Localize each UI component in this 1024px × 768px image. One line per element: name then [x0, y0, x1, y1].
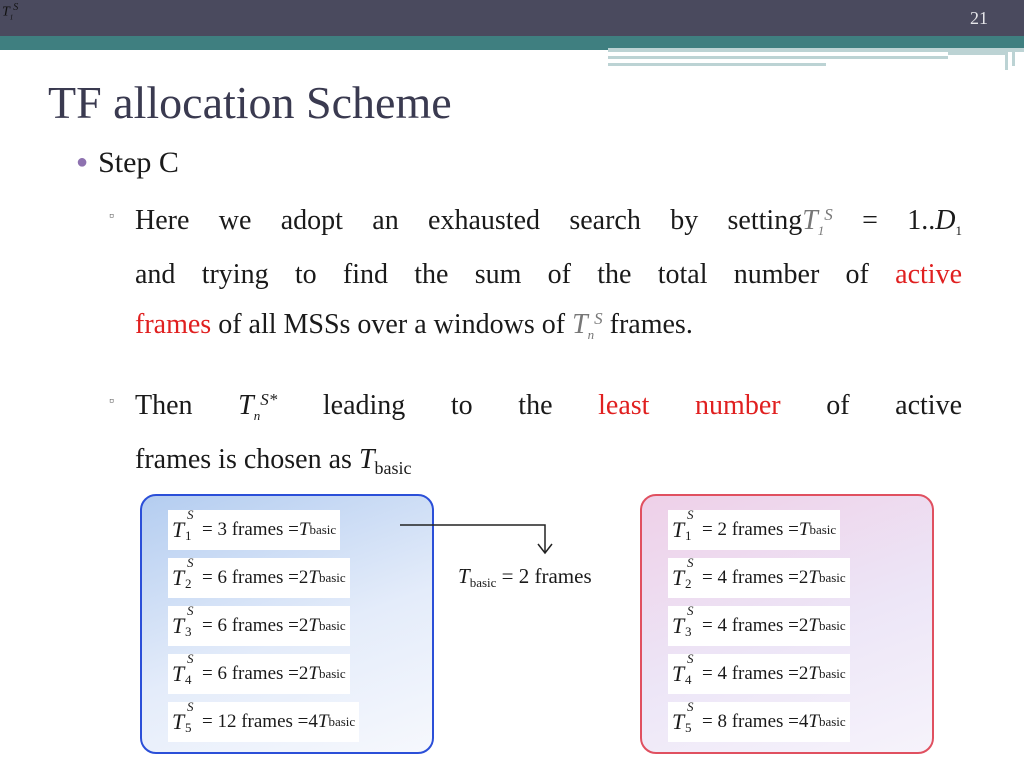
- table-row: T S 2 = 6 frames = 2 T basic: [168, 558, 350, 598]
- slide-title: TF allocation Scheme: [48, 77, 452, 128]
- sub-bullet-line: Then $T_n^{S*}$ leading to the least number of active: [135, 390, 963, 423]
- table-row: T S 3 = 6 frames = 2 T basic: [168, 606, 350, 646]
- table-row: T S 1 = 3 frames = T basic: [168, 510, 340, 550]
- sub-bullet-line: and trying to find the sum of the total number of active: [135, 259, 962, 290]
- table-row: T S 5 = 12 frames = 4 T basic: [168, 702, 359, 742]
- bullet-step-c: ● Step C: [76, 146, 179, 179]
- sub-bullet-line: Here we adopt an exhausted search by settingT$_1^S$ = $1..D_1$: [135, 205, 962, 238]
- table-row: T S 3 = 4 frames = 2 T basic: [668, 606, 850, 646]
- sub-bullet-line: frames is chosen as $T_{basic}$: [135, 444, 412, 478]
- table-row: T S 5 = 8 frames = 4 T basic: [668, 702, 850, 742]
- table-row: T S 4 = 6 frames = 2 T basic: [168, 654, 350, 694]
- slide-number: 21: [970, 8, 988, 28]
- tbasic-result-label: Tbasic = 2 frames: [458, 564, 592, 590]
- table-row: T S 1 = 2 frames = T basic: [668, 510, 840, 550]
- right-allocation-box: [640, 494, 934, 754]
- table-row: T S 4 = 4 frames = 2 T basic: [668, 654, 850, 694]
- bullet-dot-icon: ●: [76, 151, 89, 173]
- corner-symbol: $T_1^S$: [2, 2, 19, 22]
- square-bullet-icon: ▫: [109, 209, 114, 224]
- square-bullet-icon: ▫: [109, 394, 114, 409]
- tns-star-symbol: $T_n^{S*}$: [238, 390, 278, 423]
- tns-symbol: $T_n^S$: [572, 309, 603, 342]
- sub-bullet-line: frames of all MSSs over a windows of $T_n^S$ frames.: [135, 309, 693, 342]
- table-row: T S 2 = 4 frames = 2 T basic: [668, 558, 850, 598]
- t1s-symbol: $T_1^S$: [802, 205, 833, 238]
